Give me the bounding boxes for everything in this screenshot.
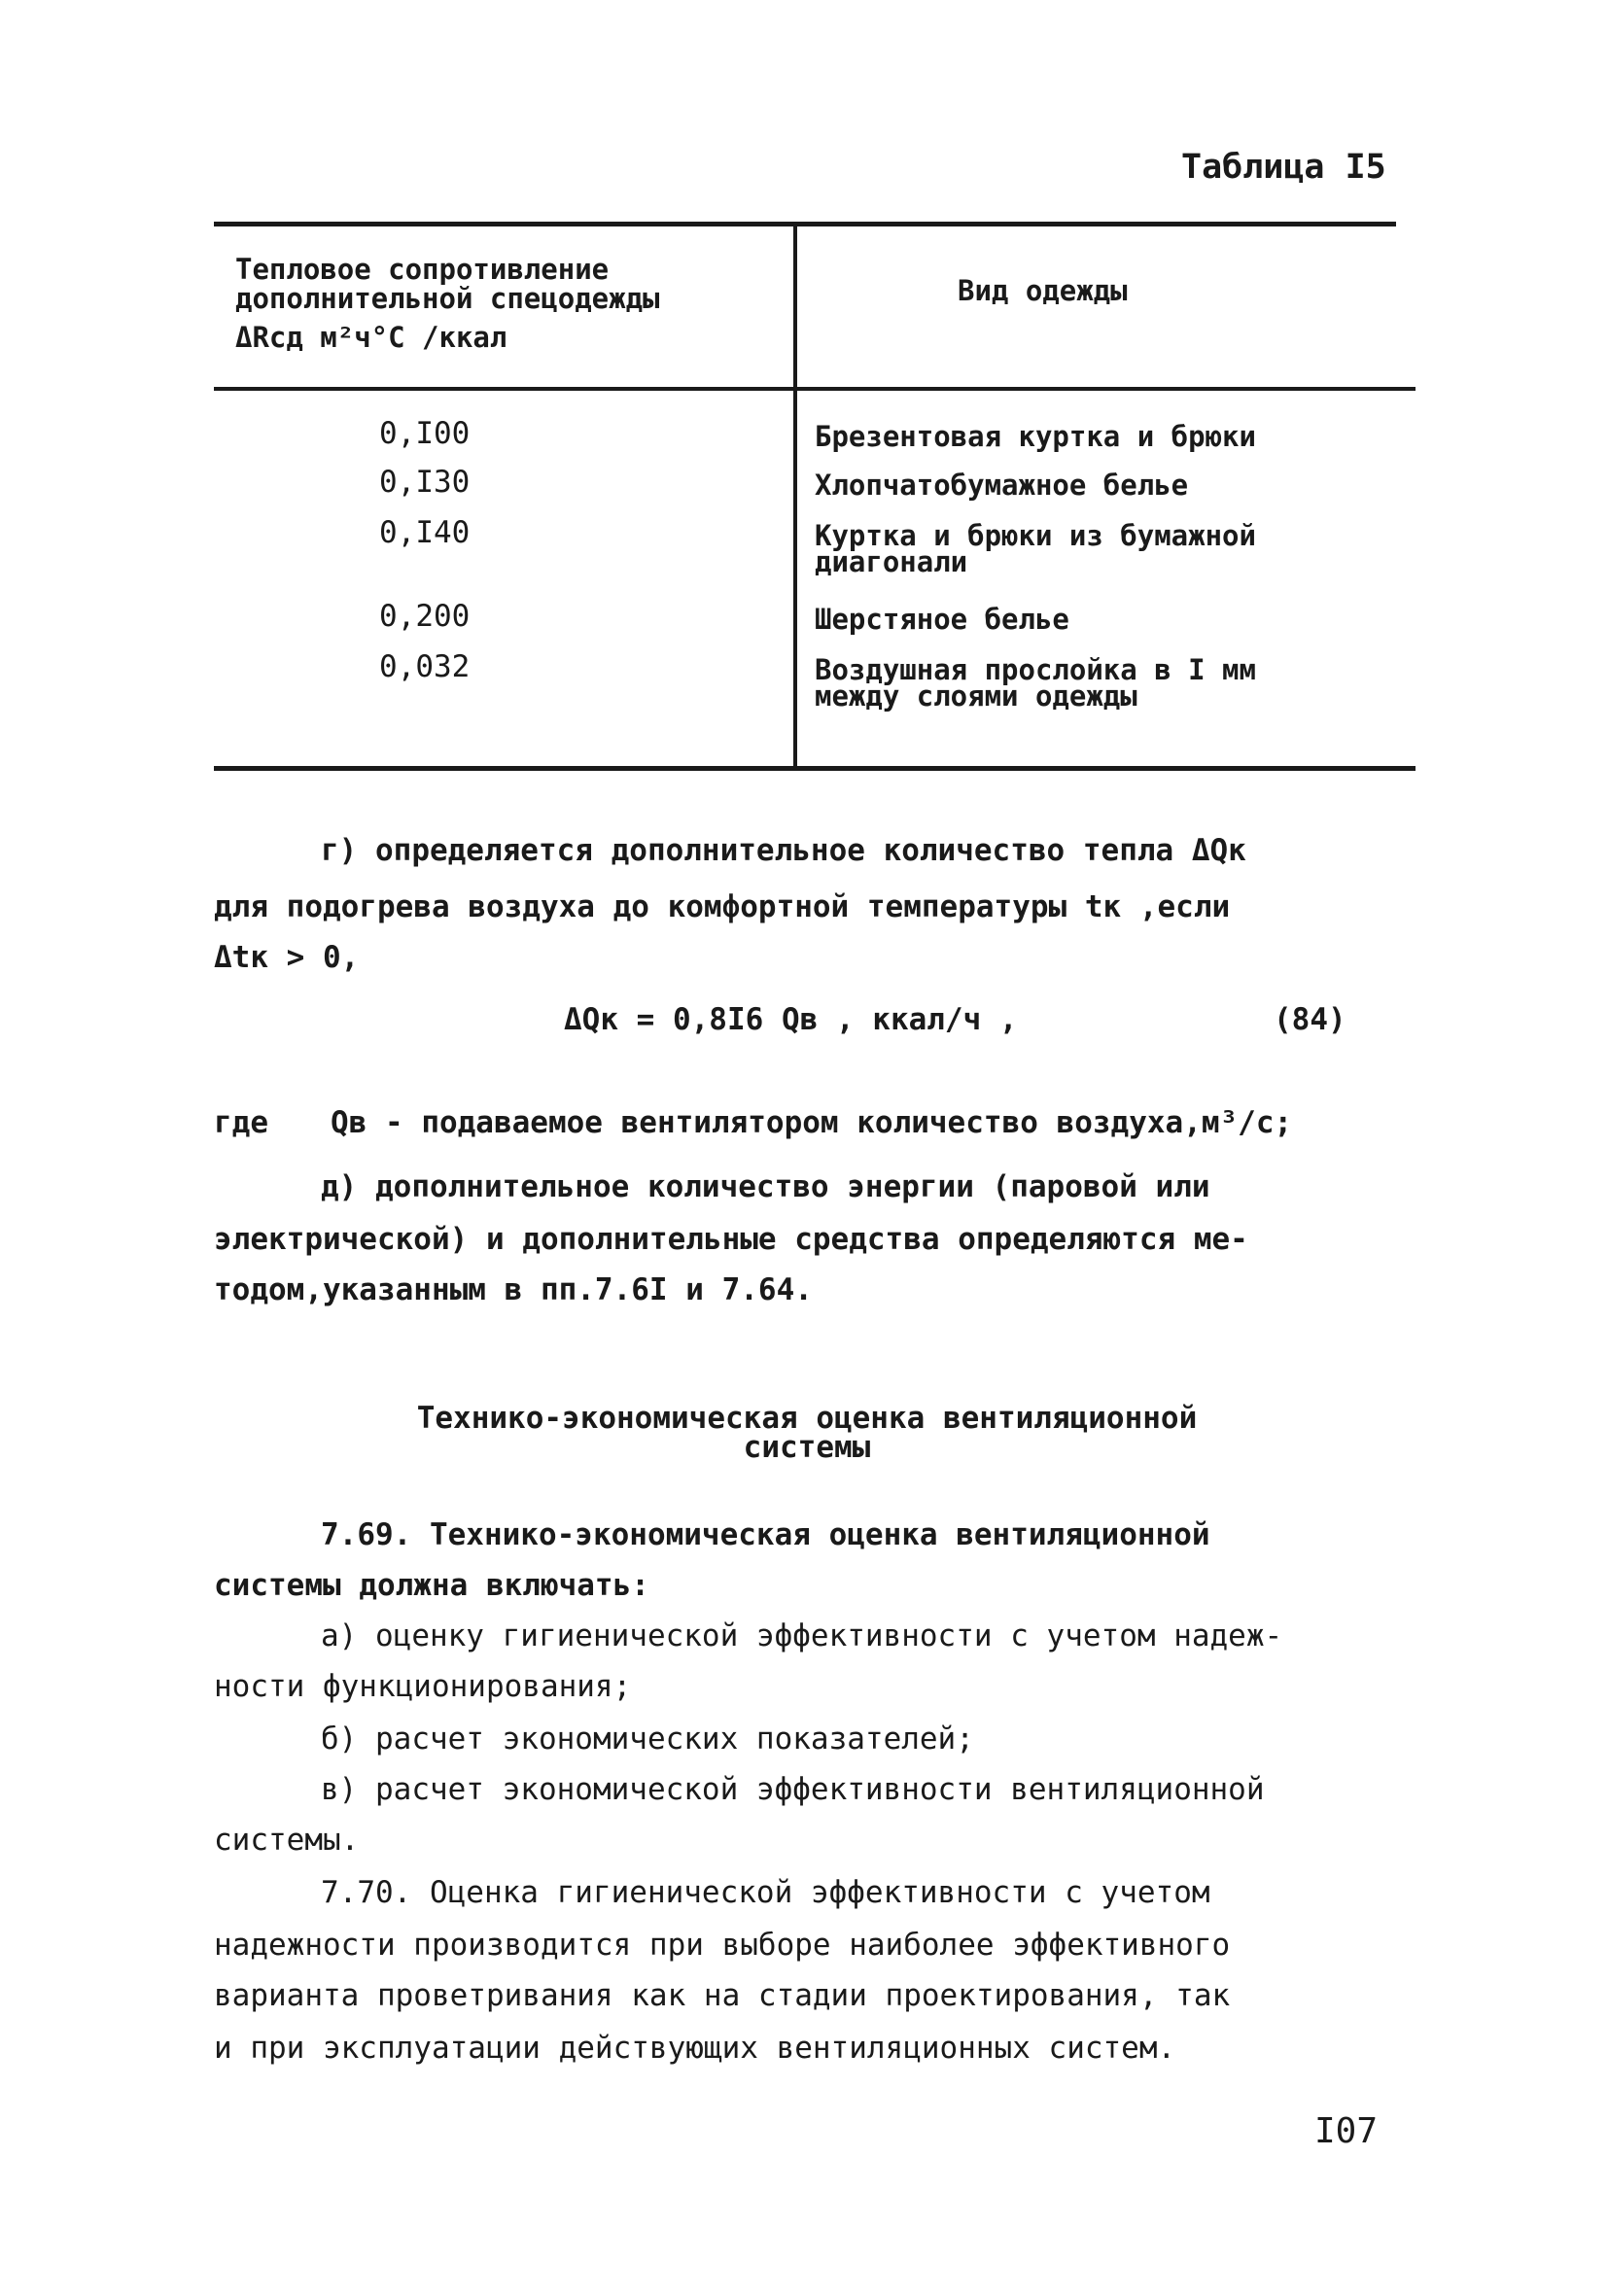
para-770-line: и при эксплуатации действующих вентиляционных систем. xyxy=(214,2031,1176,2066)
table-cell-clothing xyxy=(815,519,1256,578)
table-bottom-rule xyxy=(214,766,1416,771)
where-label: где xyxy=(214,1105,268,1140)
clothing-line: диагонали xyxy=(815,545,968,578)
para-769-line: в) расчет экономической эффективности вентиляционной xyxy=(321,1772,1265,1807)
table-label: Таблица I5 xyxy=(1181,148,1386,187)
table-header-clothing: Вид одежды xyxy=(958,274,1128,307)
header-resistance-line: ΔRсд м²ч°С /ккал xyxy=(235,321,507,354)
para-769-line: а) оценку гигиенической эффективности с учетом надеж- xyxy=(321,1618,1283,1653)
table-header-resistance xyxy=(235,255,660,352)
table-header-rule xyxy=(214,387,1416,391)
para-g-line: для подогрева воздуха до комфортной температуры tк ,если xyxy=(214,889,1231,924)
para-769-line: б) расчет экономических показателей; xyxy=(321,1722,974,1757)
para-d-line: д) дополнительное количество энергии (паровой или xyxy=(321,1169,1210,1204)
para-770-line: 7.70. Оценка гигиенической эффективности с учетом xyxy=(321,1875,1210,1910)
clothing-line: Брезентовая куртка и брюки xyxy=(815,420,1256,453)
table-cell-resistance: 0,I00 xyxy=(379,416,471,451)
para-770-line: надежности производится при выборе наиболее эффективного xyxy=(214,1928,1231,1963)
formula: ΔQк = 0,8I6 Qв , ккал/ч , xyxy=(564,1002,1018,1037)
formula-number: (84) xyxy=(1274,1002,1346,1037)
table-cell-clothing xyxy=(815,420,1256,453)
para-g-line: Δtк > 0, xyxy=(214,940,360,975)
clothing-line: Воздушная прослойка в I мм xyxy=(815,653,1256,686)
table-column-divider xyxy=(793,222,797,771)
section-heading-line: Технико-экономическая оценка вентиляционной xyxy=(416,1401,1198,1436)
header-resistance-line: дополнительной спецодежды xyxy=(235,282,660,315)
table-cell-resistance: 0,I40 xyxy=(379,515,471,550)
table-cell-resistance: 0,I30 xyxy=(379,465,471,500)
table-cell-clothing xyxy=(815,469,1189,502)
para-769-line: 7.69. Технико-экономическая оценка вентиляционной xyxy=(321,1517,1210,1552)
clothing-line: Куртка и брюки из бумажной xyxy=(815,519,1256,552)
header-resistance-line: Тепловое сопротивление xyxy=(235,253,610,286)
clothing-line: между слоями одежды xyxy=(815,679,1137,713)
para-770-line: варианта проветривания как на стадии проектирования, так xyxy=(214,1978,1231,2013)
clothing-line: Шерстяное белье xyxy=(815,603,1069,636)
para-769-line: системы должна включать: xyxy=(214,1568,649,1603)
table-top-rule xyxy=(214,222,1396,226)
para-d-line: тодом,указанным в пп.7.6I и 7.64. xyxy=(214,1272,813,1307)
para-769-line: ности функционирования; xyxy=(214,1669,632,1704)
table-cell-clothing xyxy=(815,653,1256,713)
table-cell-resistance: 0,032 xyxy=(379,649,471,684)
para-d-line: электрической) и дополнительные средства определяются ме- xyxy=(214,1222,1248,1257)
para-g-line: г) определяется дополнительное количество тепла ΔQк xyxy=(321,833,1246,868)
section-heading xyxy=(214,1401,1400,1465)
section-heading-line: системы xyxy=(743,1430,871,1465)
table-cell-resistance: 0,200 xyxy=(379,599,471,634)
where-text: Qв - подаваемое вентилятором количество воздуха,м³/с; xyxy=(331,1105,1293,1140)
para-769-line: системы. xyxy=(214,1823,360,1858)
page-number: I07 xyxy=(1314,2111,1379,2151)
clothing-line: Хлопчатобумажное белье xyxy=(815,469,1189,502)
table-cell-clothing xyxy=(815,603,1069,636)
